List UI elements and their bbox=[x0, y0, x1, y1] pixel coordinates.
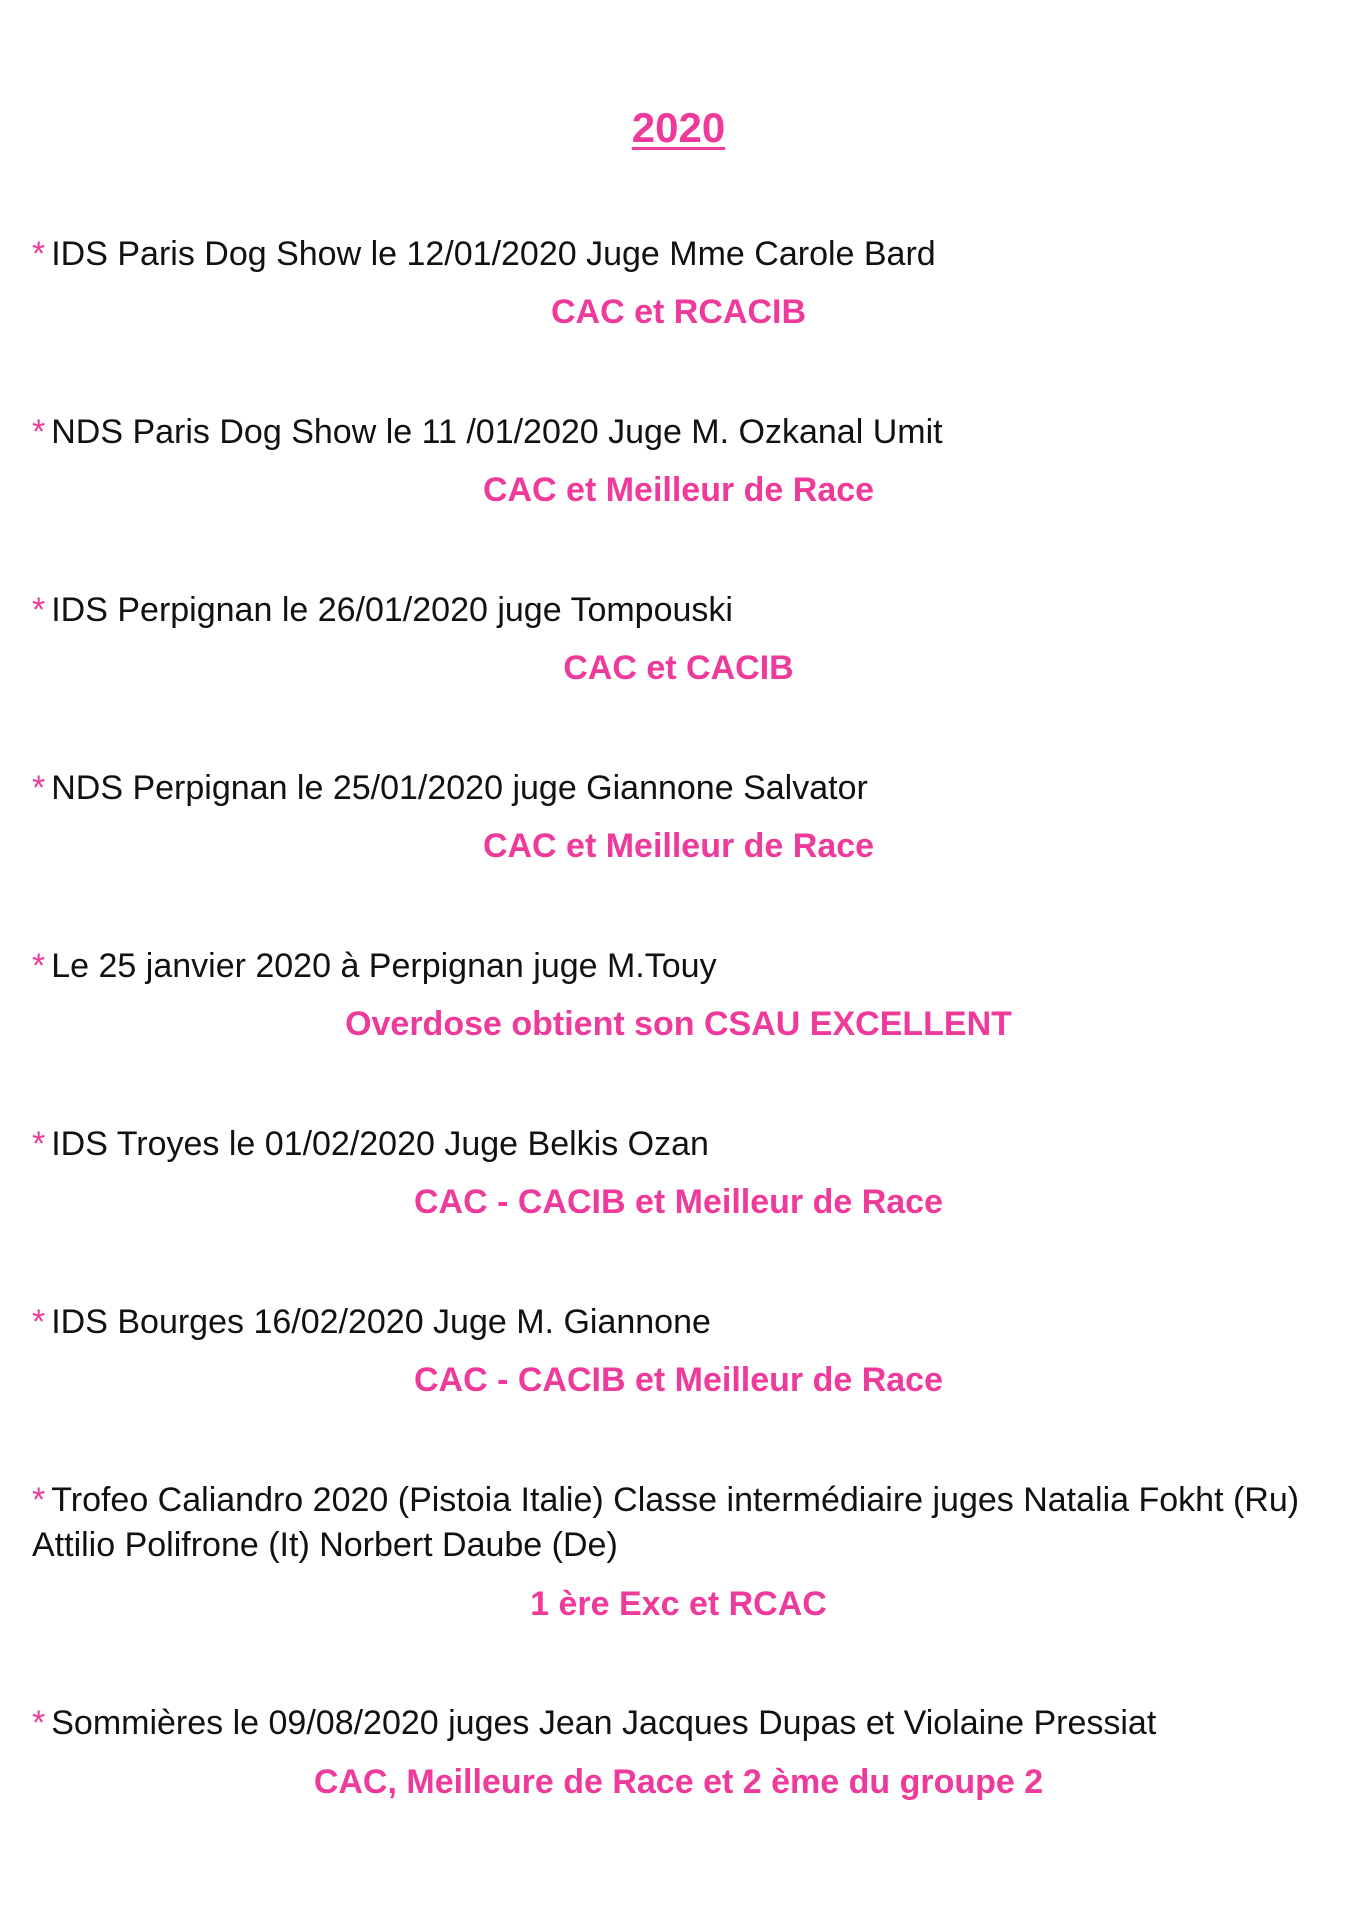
entry-award: 1 ère Exc et RCAC bbox=[530, 1585, 827, 1623]
entry bbox=[32, 1478, 1322, 1568]
bullet-star: * bbox=[32, 1303, 46, 1341]
entry-award: CAC et RCACIB bbox=[551, 293, 806, 331]
bullet-star: * bbox=[32, 413, 46, 451]
bullet-star: * bbox=[32, 1481, 46, 1519]
entry-text bbox=[32, 766, 1322, 811]
entry-description: Sommières le 09/08/2020 juges Jean Jacques Dupas et Violaine Pressiat bbox=[51, 1704, 1157, 1742]
entry-description: IDS Perpignan le 26/01/2020 juge Tompouski bbox=[51, 591, 733, 629]
entry bbox=[32, 1122, 1322, 1167]
entry-description: NDS Perpignan le 25/01/2020 juge Giannone Salvator bbox=[51, 769, 868, 807]
entry-description: IDS Paris Dog Show le 12/01/2020 Juge Mme Carole Bard bbox=[51, 235, 936, 273]
entry bbox=[32, 1701, 1322, 1746]
entry bbox=[32, 232, 1322, 277]
entry-description: Trofeo Caliandro 2020 (Pistoia Italie) Classe intermédiaire juges Natalia Fokht (Ru) Attilio Polifrone (It) Norbert Daube (De) bbox=[32, 1481, 1300, 1564]
entry-award: Overdose obtient son CSAU EXCELLENT bbox=[345, 1005, 1012, 1043]
entry-award: CAC - CACIB et Meilleur de Race bbox=[414, 1361, 943, 1399]
bullet-star: * bbox=[32, 1125, 46, 1163]
entry-award: CAC et CACIB bbox=[563, 649, 794, 687]
entry-text bbox=[32, 1122, 1322, 1167]
entry-description: IDS Troyes le 01/02/2020 Juge Belkis Ozan bbox=[51, 1125, 709, 1163]
entry-description: Le 25 janvier 2020 à Perpignan juge M.Touy bbox=[51, 947, 717, 985]
bullet-star: * bbox=[32, 769, 46, 807]
bullet-star: * bbox=[32, 591, 46, 629]
bullet-star: * bbox=[32, 235, 46, 273]
entry-text bbox=[32, 1300, 1322, 1345]
entry-text bbox=[32, 232, 1322, 277]
bullet-star: * bbox=[32, 947, 46, 985]
entry bbox=[32, 766, 1322, 811]
entry-award: CAC, Meilleure de Race et 2 ème du groupe 2 bbox=[313, 1763, 1044, 1801]
page-title: 2020 bbox=[631, 104, 726, 151]
entry bbox=[32, 944, 1322, 989]
entry-text bbox=[32, 944, 1322, 989]
entry-award: CAC - CACIB et Meilleur de Race bbox=[414, 1183, 943, 1221]
entry bbox=[32, 1300, 1322, 1345]
entry-award: CAC et Meilleur de Race bbox=[482, 827, 875, 865]
entry bbox=[32, 588, 1322, 633]
entry-text bbox=[32, 588, 1322, 633]
entry-description: IDS Bourges 16/02/2020 Juge M. Giannone bbox=[51, 1303, 711, 1341]
entry bbox=[32, 410, 1322, 455]
entry-award: CAC et Meilleur de Race bbox=[482, 471, 875, 509]
entry-text bbox=[32, 1701, 1322, 1746]
bullet-star: * bbox=[32, 1704, 46, 1742]
entry-description: NDS Paris Dog Show le 11 /01/2020 Juge M. Ozkanal Umit bbox=[51, 413, 943, 451]
entry-text bbox=[32, 410, 1322, 455]
entry-text bbox=[32, 1478, 1322, 1568]
